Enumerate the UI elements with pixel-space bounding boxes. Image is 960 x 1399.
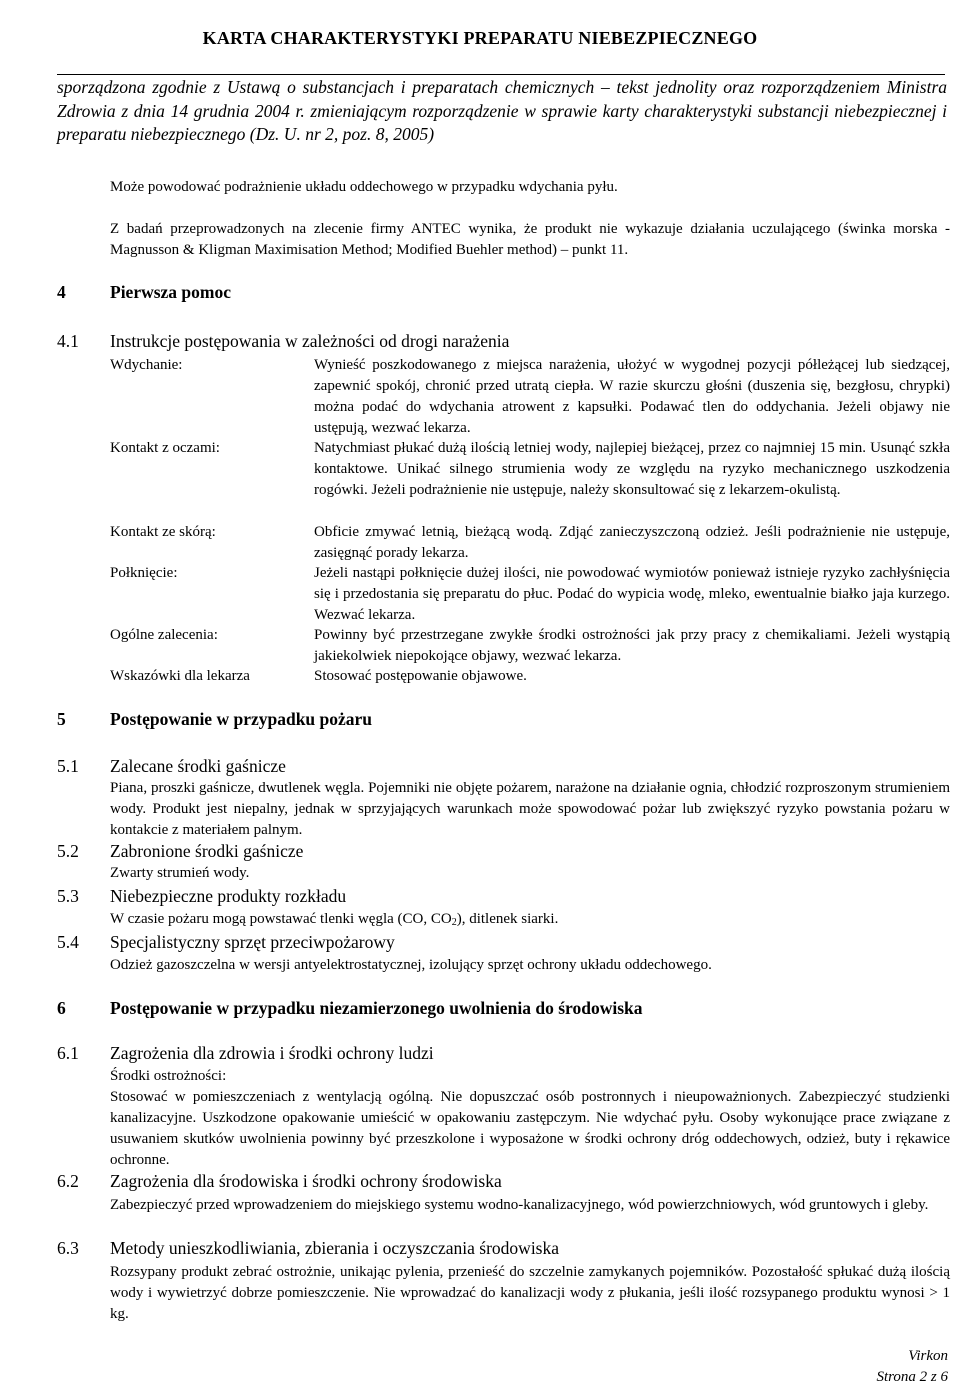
subsection-text: Piana, proszki gaśnicze, dwutlenek węgla. Pojemniki nie objęte pożarem, narażone na działanie ognia, chłodzić rozproszonym strumieniem wody. Produkt jest niepalny, jednak w sprzyjających warunkach może spowodować pożar lub zwiększyć ryzyko powstania pożaru w kontakcie z materiałem palnym.	[110, 780, 950, 838]
subsection-text	[110, 909, 950, 930]
subsection-label: Środki ostrożności:	[110, 1068, 227, 1084]
intro-paragraph: Z badań przeprowadzonych na zlecenie firmy ANTEC wynika, że produkt nie wykazuje działania uczulającego (świnka morska - Magnusson & Kligman Maximisation Method; Modified Buehler method) – punkt 11.	[110, 221, 950, 258]
first-aid-label: Wdychanie:	[110, 357, 183, 373]
first-aid-text: Natychmiast płukać dużą ilością letniej wody, najlepiej bieżącej, przez co najmniej 15 min. Usunąć szkła kontaktowe. Unikać silnego strumienia wody ze względu na ryzyko mechanicznego uszkodzenia rogówki. Jeżeli podrażnienie nie ustępuje, należy skonsultować się z lekarzem-okulistą.	[314, 440, 950, 498]
document-title: KARTA CHARAKTERYSTYKI PREPARATU NIEBEZPIECZNEGO	[202, 28, 758, 48]
subsection-number: 6.3	[57, 1238, 79, 1258]
subsection-number: 5.3	[57, 886, 79, 906]
subsection-text: Zabezpieczyć przed wprowadzeniem do miejskiego systemu wodno-kanalizacyjnego, wód powierzchniowych, wód gruntowych i gleby.	[110, 1197, 929, 1213]
subsection-text: Zwarty strumień wody.	[110, 865, 250, 881]
subsection-title: Zagrożenia dla zdrowia i środki ochrony ludzi	[110, 1043, 434, 1063]
subsection-number: 6.1	[57, 1043, 79, 1063]
first-aid-text: Stosować postępowanie objawowe.	[314, 668, 527, 684]
text-part: ), ditlenek siarki.	[456, 911, 559, 927]
section-number: 4	[57, 282, 66, 302]
subsection-title: Instrukcje postępowania w zależności od drogi narażenia	[110, 331, 510, 351]
header-divider	[57, 74, 945, 75]
subsection-text: Rozsypany produkt zebrać ostrożnie, unikając pylenia, przenieść do szczelnie zamykanych pojemników. Pozostałość spłukać dużą ilością wody i wywietrzyć dobrze pomieszczenie. Nie wprowadzać do kanalizacji wody z płukania, jeśli ilość rozsypanego produktu wynosi > 1 kg.	[110, 1264, 950, 1322]
section-number: 5	[57, 709, 66, 729]
subsection-title: Zabronione środki gaśnicze	[110, 841, 304, 861]
subsection-number: 4.1	[57, 331, 79, 351]
section-title: Postępowanie w przypadku niezamierzonego uwolnienia do środowiska	[110, 998, 643, 1018]
subsection-number: 5.4	[57, 932, 79, 952]
first-aid-text: Obficie zmywać letnią, bieżącą wodą. Zdjąć zanieczyszczoną odzież. Jeśli podrażnienie nie ustępuje, zasięgnąć porady lekarza.	[314, 524, 950, 561]
subsection-number: 5.2	[57, 841, 79, 861]
subsection-title: Specjalistyczny sprzęt przeciwpożarowy	[110, 932, 395, 952]
intro-line: Może powodować podrażnienie układu oddechowego w przypadku wdychania pyłu.	[110, 179, 618, 195]
footer-brand: Virkon	[908, 1348, 948, 1364]
first-aid-label: Połknięcie:	[110, 565, 178, 581]
subsection-text: Stosować w pomieszczeniach z wentylacją ogólną. Nie dopuszczać osób postronnych i nieupoważnionych. Zabezpieczyć studzienki kanalizacyjne. Uszkodzone opakowanie umieścić w opakowaniu zastępczym. Nie wdychać pyłu. Osoby wykonujące prace związane z usuwaniem skutków uwolnienia powinny być przeszkolone i wyposażone w środki ochrony dróg oddechowych, odzież, buty i rękawice ochronne.	[110, 1089, 950, 1168]
first-aid-label: Ogólne zalecenia:	[110, 627, 218, 643]
subsection-text: Odzież gazoszczelna w wersji antyelektrostatycznej, izolujący sprzęt ochrony układu oddechowego.	[110, 957, 712, 973]
subsection-title: Zagrożenia dla środowiska i środki ochrony środowiska	[110, 1171, 502, 1191]
document-subtitle: sporządzona zgodnie z Ustawą o substancjach i preparatach chemicznych – tekst jednolity oraz rozporządzeniem Ministra Zdrowia z dnia 14 grudnia 2004 r. zmieniającym rozporządzenie w sprawie karty charakterystyki substancji niebezpiecznej i preparatu niebezpiecznego (Dz. U. nr 2, poz. 8, 2005)	[57, 77, 947, 144]
text-part: W czasie pożaru mogą powstawać tlenki węgla (CO, CO	[110, 911, 452, 927]
first-aid-text: Jeżeli nastąpi połknięcie dużej ilości, nie powodować wymiotów ponieważ istnieje ryzyko zachłyśnięcia się i przedostania się preparatu do płuc. Podać do wypicia wodę, mleko, ewentualnie białko jaja kurzego. Wezwać lekarza.	[314, 565, 950, 623]
subsection-number: 6.2	[57, 1171, 79, 1191]
subsection-title: Niebezpieczne produkty rozkładu	[110, 886, 347, 906]
subsection-title: Metody unieszkodliwiania, zbierania i oczyszczania środowiska	[110, 1238, 560, 1258]
subsection-number: 5.1	[57, 756, 79, 776]
section-title: Pierwsza pomoc	[110, 282, 232, 302]
first-aid-label: Wskazówki dla lekarza	[110, 668, 250, 684]
subsection-title: Zalecane środki gaśnicze	[110, 756, 286, 776]
section-title: Postępowanie w przypadku pożaru	[110, 709, 373, 729]
first-aid-label: Kontakt ze skórą:	[110, 524, 216, 540]
page-number: Strona 2 z 6	[876, 1369, 948, 1385]
section-number: 6	[57, 998, 66, 1018]
subscript: 2	[451, 917, 457, 928]
first-aid-label: Kontakt z oczami:	[110, 440, 220, 456]
first-aid-text: Powinny być przestrzegane zwykłe środki ostrożności jak przy pracy z chemikaliami. Jeżeli wystąpią jakiekolwiek niepokojące objawy, wezwać lekarza.	[314, 627, 950, 664]
first-aid-text: Wynieść poszkodowanego z miejsca narażenia, ułożyć w wygodnej pozycji półleżącej lub siedzącej, zapewnić spokój, chronić przed utratą ciepła. W razie skurczu głośni (duszenia się, bezgłosu, chrypki) można podać do wdychania atrowent z kapsułki. Podawać tlen do oddychania. Jeżeli objawy nie ustępują, wezwać lekarza.	[314, 357, 950, 436]
